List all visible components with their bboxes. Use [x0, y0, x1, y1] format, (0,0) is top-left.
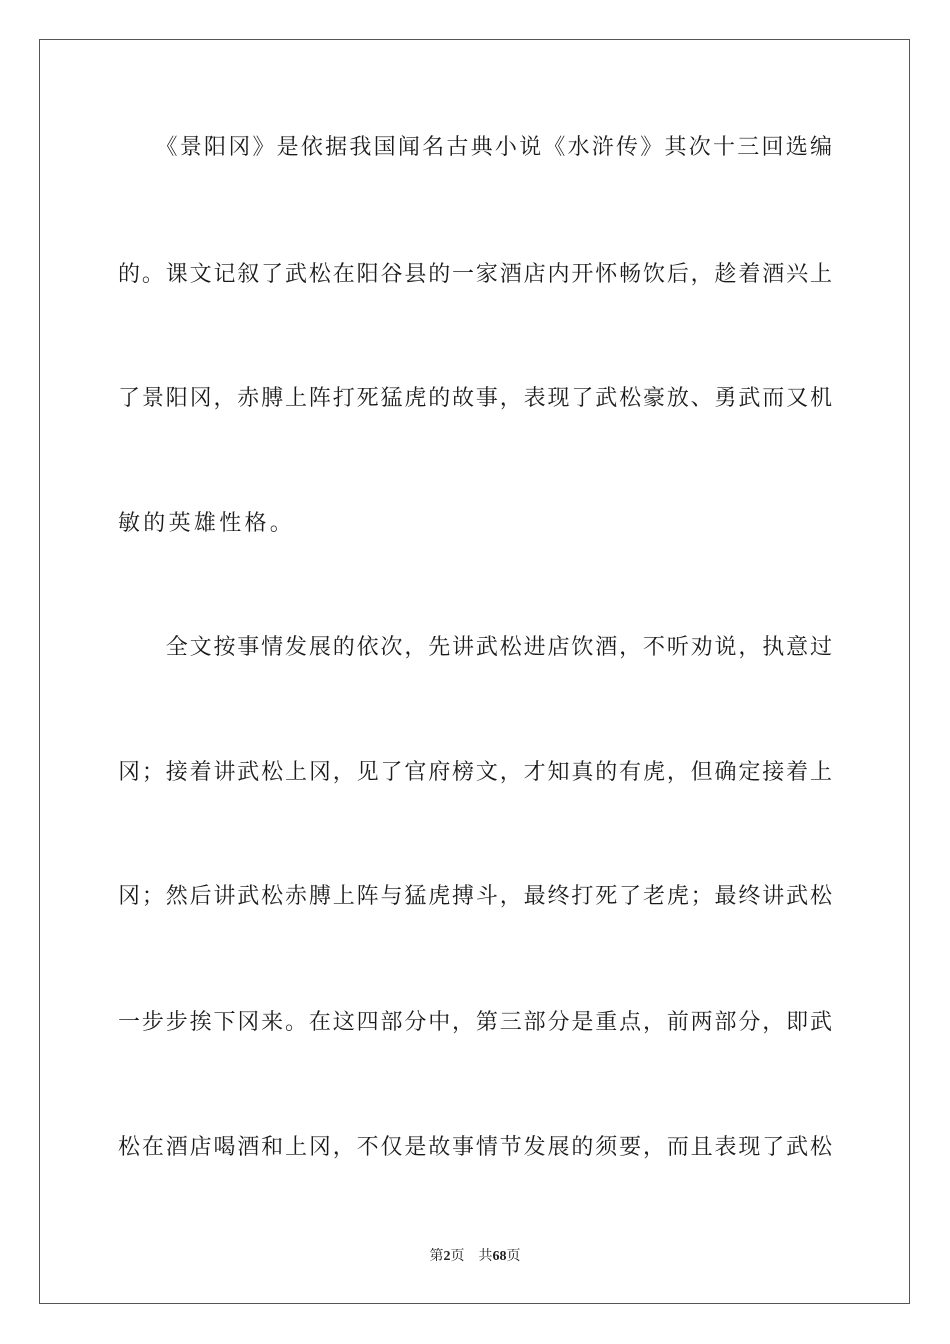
text-line: 松在酒店喝酒和上冈，不仅是故事情节发展的须要，而且表现了武松 — [118, 1135, 832, 1160]
page-prefix: 第 — [429, 1249, 444, 1264]
page-footer — [0, 1247, 950, 1267]
text-line: 了景阳冈，赤膊上阵打死猛虎的故事，表现了武松豪放、勇武而又机 — [118, 386, 832, 411]
text-line: 《景阳冈》是依据我国闻名古典小说《水浒传》其次十三回选编 — [118, 135, 832, 160]
page-number: 2 — [443, 1249, 451, 1264]
text-line: 的。课文记叙了武松在阳谷县的一家酒店内开怀畅饮后，趁着酒兴上 — [118, 262, 832, 287]
page-suffix: 页 — [450, 1249, 465, 1264]
page-border — [39, 39, 910, 1304]
total-suffix: 页 — [506, 1249, 521, 1264]
total-pages: 68 — [492, 1249, 507, 1264]
text-line: 敏的英雄性格。 — [118, 511, 296, 536]
text-line: 冈；然后讲武松赤膊上阵与猛虎搏斗，最终打死了老虎；最终讲武松 — [118, 884, 832, 909]
total-prefix: 共 — [478, 1249, 493, 1264]
text-line: 一步步挨下冈来。在这四部分中，第三部分是重点，前两部分，即武 — [118, 1010, 832, 1035]
text-line: 全文按事情发展的依次，先讲武松进店饮酒，不听劝说，执意过 — [118, 635, 832, 660]
text-line: 冈；接着讲武松上冈，见了官府榜文，才知真的有虎，但确定接着上 — [118, 760, 832, 785]
